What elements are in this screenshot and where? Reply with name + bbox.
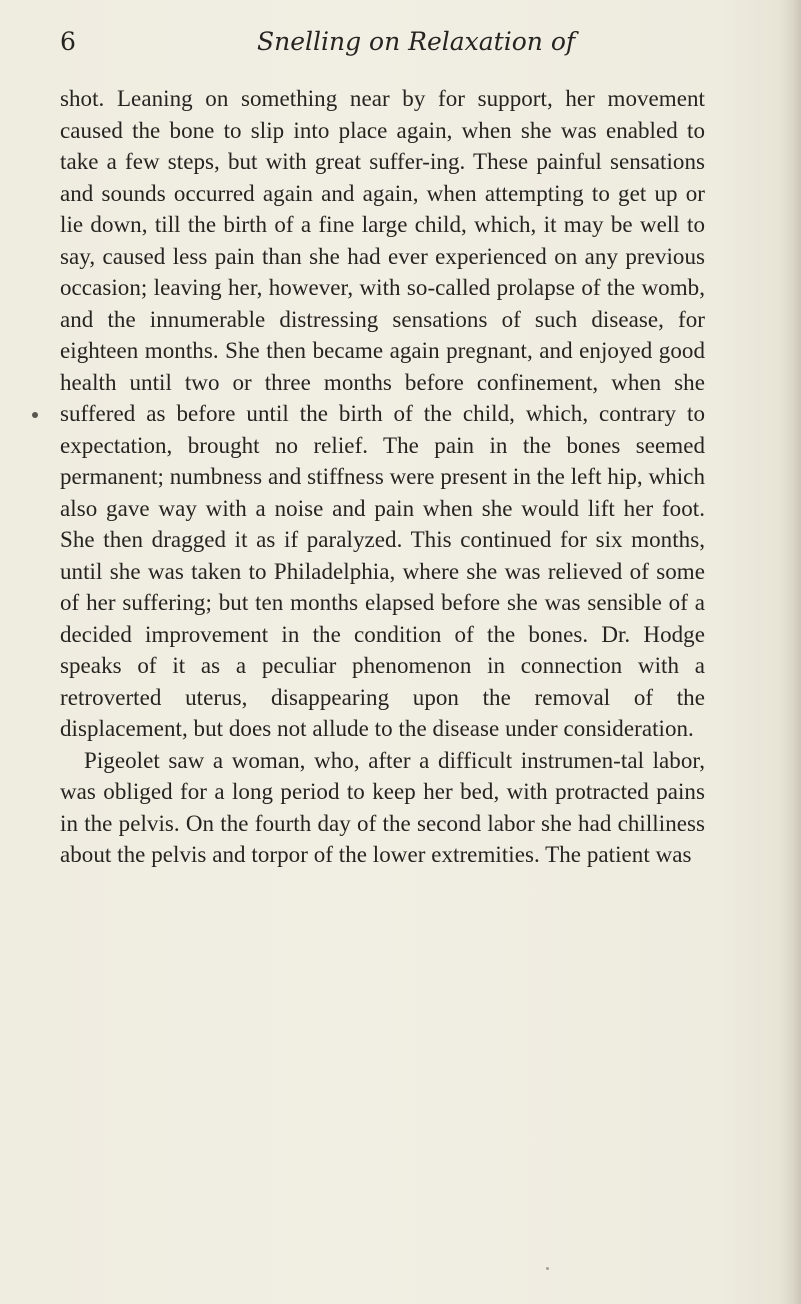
page-header [60,26,700,70]
page-edge-shadow [779,0,801,1304]
body-text [60,83,705,871]
paragraph: shot. Leaning on something near by for support, her movement caused the bone to slip into place again, when she was enabled to take a few steps, but with great suffer-ing. These painful sensations and sounds occurred again and again, when attempting to get up or lie down, till the birth of a fine large child, which, it may be well to say, caused less pain than she had ever experienced on any previous occasion; leaving her, however, with so-called prolapse of the womb, and the innumerable distressing sensations of such disease, for eighteen months. She then became again pregnant, and enjoyed good health until two or three months before confinement, when she suffered as before until the birth of the child, which, contrary to expectation, brought no relief. The pain in the bones seemed permanent; numbness and stiffness were present in the left hip, which also gave way with a noise and pain when she would lift her foot. She then dragged it as if paralyzed. This continued for six months, until she was taken to Philadelphia, where she was relieved of some of her suffering; but ten months elapsed before she was sensible of a decided improvement in the condition of the bones. Dr. Hodge speaks of it as a peculiar phenomenon in connection with a retroverted uterus, disappearing upon the removal of the displacement, but does not allude to the disease under consideration. [60,86,705,741]
margin-dot [32,412,38,418]
paragraph: Pigeolet saw a woman, who, after a difficult instrumen-tal labor, was obliged for a long period to keep her bed, with protracted pains in the pelvis. On the fourth day of the second labor she had chilliness about the pelvis and torpor of the lower extremities. The patient was [60,747,705,867]
page-number: 6 [60,27,76,56]
running-head: Snelling on Relaxation of [257,27,576,56]
paper-speck [546,1267,549,1270]
